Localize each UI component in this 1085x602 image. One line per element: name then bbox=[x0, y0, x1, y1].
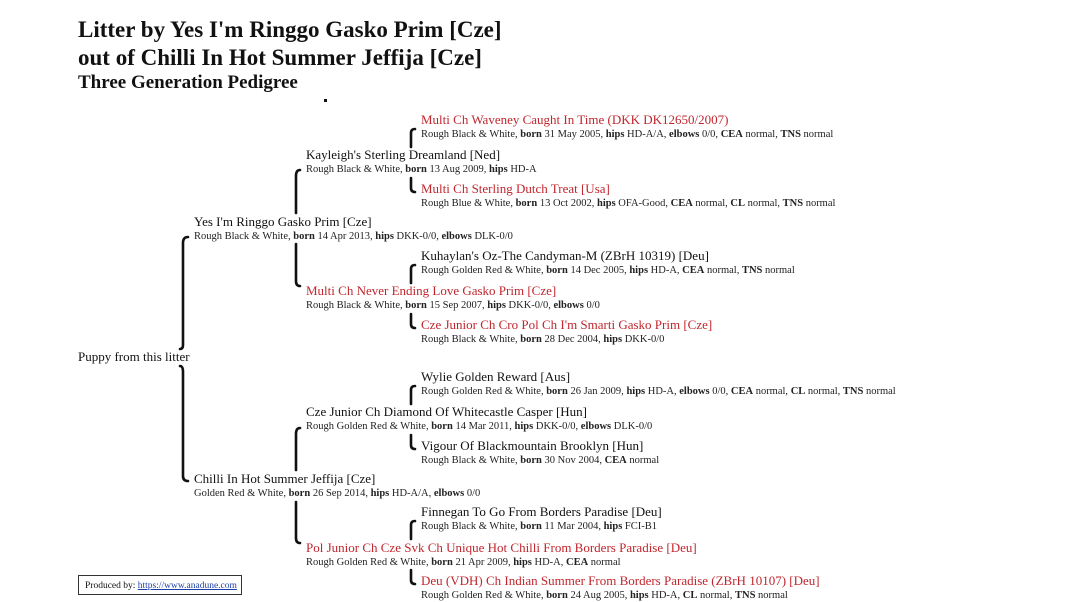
sire-info: Rough Black & White, born 14 Apr 2013, hips DKK-0/0, elbows DLK-0/0 bbox=[194, 231, 513, 242]
bracket-g3-6 bbox=[411, 435, 415, 449]
dam-dam-entry bbox=[306, 540, 697, 569]
bracket-dam-sire bbox=[296, 428, 300, 470]
sire-dam-entry bbox=[306, 283, 600, 312]
dam-dam-name: Pol Junior Ch Cze Svk Ch Unique Hot Chilli From Borders Paradise [Deu] bbox=[306, 540, 697, 555]
sire-dam-dam-entry bbox=[421, 317, 712, 346]
sire-sire-dam-info: Rough Blue & White, born 13 Oct 2002, hips OFA-Good, CEA normal, CL normal, TNS normal bbox=[421, 198, 836, 209]
bracket-g3-7 bbox=[411, 521, 415, 539]
dam-sire-dam-entry bbox=[421, 438, 659, 467]
dam-sire-sire-entry bbox=[421, 369, 896, 398]
sire-sire-sire-entry bbox=[421, 112, 833, 141]
sire-dam-sire-info: Rough Golden Red & White, born 14 Dec 2005, hips HD-A, CEA normal, TNS normal bbox=[421, 265, 795, 276]
pedigree-subtitle: Three Generation Pedigree bbox=[78, 72, 298, 93]
sire-sire-entry bbox=[306, 147, 537, 176]
bracket-dam-dam bbox=[296, 502, 300, 543]
sire-sire-sire-name: Multi Ch Waveney Caught In Time (DKK DK12650/2007) bbox=[421, 112, 729, 127]
dam-sire-sire-info: Rough Golden Red & White, born 26 Jan 2009, hips HD-A, elbows 0/0, CEA normal, CL normal, TNS normal bbox=[421, 386, 896, 397]
bracket-sire-sire bbox=[296, 170, 300, 213]
litter-title-sire: Litter by Yes I'm Ringgo Gasko Prim [Cze] bbox=[78, 17, 502, 42]
dam-info: Golden Red & White, born 26 Sep 2014, hips HD-A/A, elbows 0/0 bbox=[194, 488, 481, 499]
dam-entry bbox=[194, 471, 480, 500]
bracket-sire bbox=[180, 237, 188, 349]
sire-dam-name: Multi Ch Never Ending Love Gasko Prim [Cze] bbox=[306, 283, 557, 298]
bracket-g3-5 bbox=[411, 386, 415, 404]
bracket-g3-3 bbox=[411, 265, 415, 283]
dam-sire-entry bbox=[306, 404, 652, 433]
bracket-g3-2 bbox=[411, 178, 415, 192]
sire-entry bbox=[194, 214, 513, 243]
anadune-link[interactable]: https://www.anadune.com bbox=[137, 581, 237, 591]
sire-sire-sire-info: Rough Black & White, born 31 May 2005, hips HD-A/A, elbows 0/0, CEA normal, TNS normal bbox=[421, 129, 834, 140]
produced-by-box bbox=[78, 575, 242, 595]
litter-title-dam: out of Chilli In Hot Summer Jeffija [Cze] bbox=[78, 45, 482, 70]
dam-name: Chilli In Hot Summer Jeffija [Cze] bbox=[194, 471, 376, 486]
sire-sire-dam-name: Multi Ch Sterling Dutch Treat [Usa] bbox=[421, 181, 610, 196]
dam-dam-sire-name: Finnegan To Go From Borders Paradise [Deu] bbox=[421, 504, 662, 519]
bracket-g3-4 bbox=[411, 314, 415, 328]
sire-dam-info: Rough Black & White, born 15 Sep 2007, hips DKK-0/0, elbows 0/0 bbox=[306, 300, 600, 311]
dam-dam-info: Rough Golden Red & White, born 21 Apr 2009, hips HD-A, CEA normal bbox=[306, 557, 621, 568]
sire-sire-dam-entry bbox=[421, 181, 835, 210]
bracket-sire-dam bbox=[296, 244, 300, 286]
dam-dam-dam-name: Deu (VDH) Ch Indian Summer From Borders Paradise (ZBrH 10107) [Deu] bbox=[421, 573, 820, 588]
dam-sire-sire-name: Wylie Golden Reward [Aus] bbox=[421, 369, 571, 384]
dam-dam-sire-entry bbox=[421, 504, 662, 533]
dam-sire-dam-name: Vigour Of Blackmountain Brooklyn [Hun] bbox=[421, 438, 644, 453]
bracket-g3-1 bbox=[411, 129, 415, 147]
bracket-g3-8 bbox=[411, 570, 415, 584]
sire-dam-dam-info: Rough Black & White, born 28 Dec 2004, hips DKK-0/0 bbox=[421, 334, 665, 345]
sire-name: Yes I'm Ringgo Gasko Prim [Cze] bbox=[194, 214, 372, 229]
dam-sire-name: Cze Junior Ch Diamond Of Whitecastle Casper [Hun] bbox=[306, 404, 587, 419]
dam-sire-dam-info: Rough Black & White, born 30 Nov 2004, CEA normal bbox=[421, 455, 660, 466]
puppy-label: Puppy from this litter bbox=[78, 349, 190, 364]
sire-dam-sire-entry bbox=[421, 248, 795, 277]
sire-sire-name: Kayleigh's Sterling Dreamland [Ned] bbox=[306, 147, 501, 162]
bracket-dam bbox=[180, 366, 188, 481]
sire-sire-info: Rough Black & White, born 13 Aug 2009, hips HD-A bbox=[306, 164, 537, 175]
produced-by-label: Produced by: bbox=[85, 581, 138, 591]
dam-dam-dam-info: Rough Golden Red & White, born 24 Aug 2005, hips HD-A, CL normal, TNS normal bbox=[421, 590, 788, 601]
sire-dam-dam-name: Cze Junior Ch Cro Pol Ch I'm Smarti Gasko Prim [Cze] bbox=[421, 317, 713, 332]
dam-dam-sire-info: Rough Black & White, born 11 Mar 2004, hips FCI-B1 bbox=[421, 521, 657, 532]
dam-sire-info: Rough Golden Red & White, born 14 Mar 2011, hips DKK-0/0, elbows DLK-0/0 bbox=[306, 421, 653, 432]
sire-dam-sire-name: Kuhaylan's Oz-The Candyman-M (ZBrH 10319) [Deu] bbox=[421, 248, 709, 263]
dam-dam-dam-entry bbox=[421, 573, 820, 602]
